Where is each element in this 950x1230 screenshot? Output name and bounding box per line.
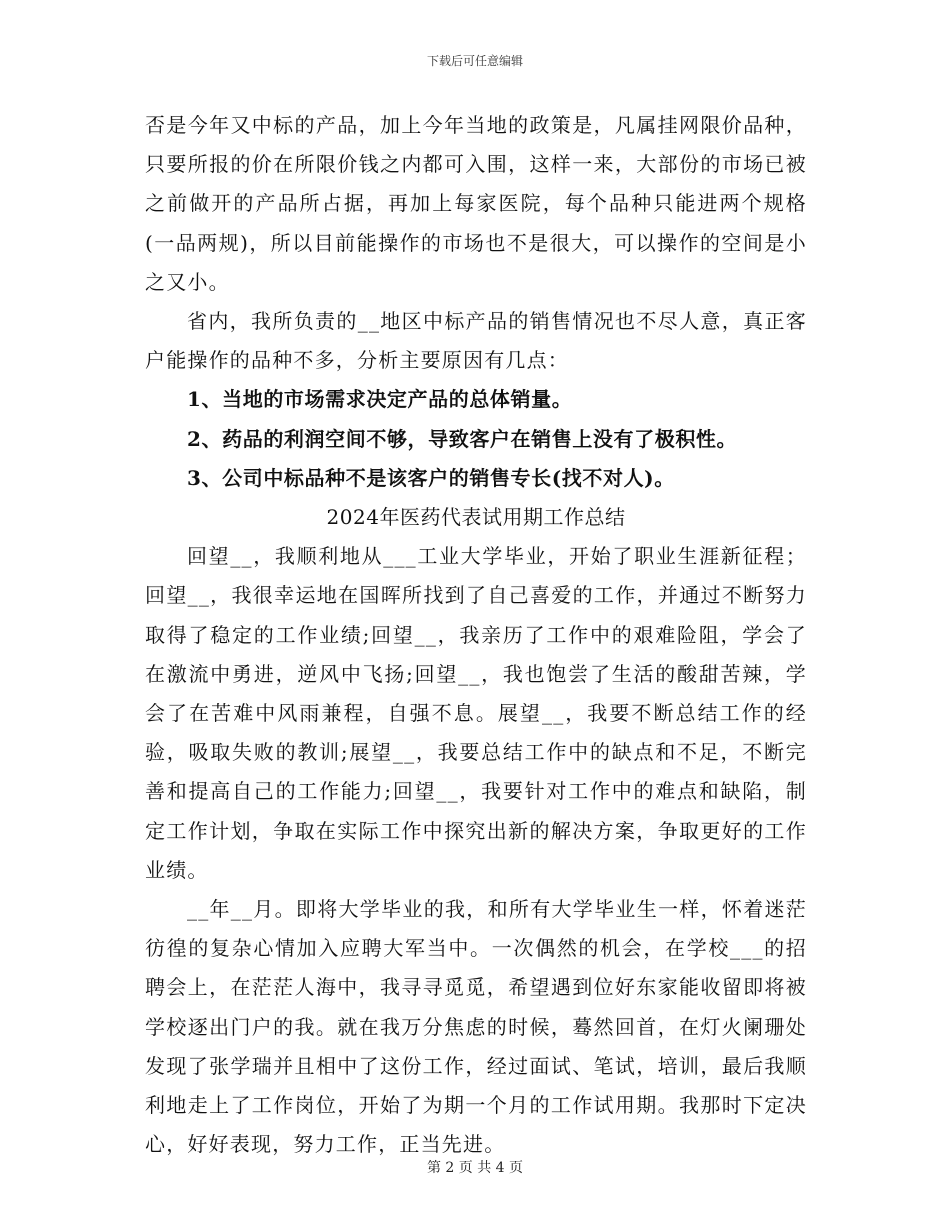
paragraph-review: 回望__，我顺利地从___工业大学毕业，开始了职业生涯新征程；回望__，我很幸运地在国晖所找到了自己喜爱的工作，并通过不断努力取得了稳定的工作业绩;回望__，我亲历了工作中的艰难险阻，学会了在激流中勇进，逆风中飞扬;回望__，我也饱尝了生活的酸甜苦辣，学会了在苦难中风雨兼程，自强不息。展望__，我要不断总结工作的经验，吸取失败的教训;展望__，我要总结工作中的缺点和不足，不断完善和提高自己的工作能力;回望__，我要针对工作中的难点和缺陷，制定工作计划，争取在实际工作中探究出新的解决方案，争取更好的工作业绩。 bbox=[145, 544, 807, 882]
paragraph-job-search: __年__月。即将大学毕业的我，和所有大学毕业生一样，怀着迷茫彷徨的复杂心情加入应聘大军当中。一次偶然的机会，在学校___的招聘会上，在茫茫人海中，我寻寻觅觅，希望遇到位好东家能收留即将被学校逐出门户的我。就在我万分焦虑的时候，蓦然回首，在灯火阑珊处发现了张学瑞并且相中了这份工作，经过面试、笔试，培训，最后我顺利地走上了工作岗位，开始了为期一个月的工作试用期。我那时下定决心，好好表现，努力工作，正当先进。 bbox=[145, 897, 807, 1157]
paragraph-sales-analysis: 省内，我所负责的__地区中标产品的销售情况也不尽人意，真正客户能操作的品种不多，分析主要原因有几点： bbox=[145, 309, 807, 373]
paragraph-policy: 否是今年又中标的产品，加上今年当地的政策是，凡属挂网限价品种，只要所报的价在所限价钱之内都可入围，这样一来，大部份的市场已被之前做开的产品所占据，再加上每家医院，每个品种只能进两个规格(一品两规)，所以目前能操作的市场也不是很大，可以操作的空间是小之又小。 bbox=[145, 113, 807, 294]
page-header: 下载后可任意编辑 bbox=[426, 54, 523, 68]
document-body bbox=[145, 106, 807, 1164]
reason-item-3: 3、公司中标品种不是该客户的销售专长(找不对人)。 bbox=[187, 465, 675, 490]
reason-item-2: 2、药品的利润空间不够，导致客户在销售上没有了极积性。 bbox=[187, 426, 738, 451]
section-title: 2024年医药代表试用期工作总结 bbox=[326, 505, 626, 530]
reason-item-1: 1、当地的市场需求决定产品的总体销量。 bbox=[187, 387, 573, 412]
page-number: 第 2 页 共 4 页 bbox=[426, 1160, 524, 1176]
